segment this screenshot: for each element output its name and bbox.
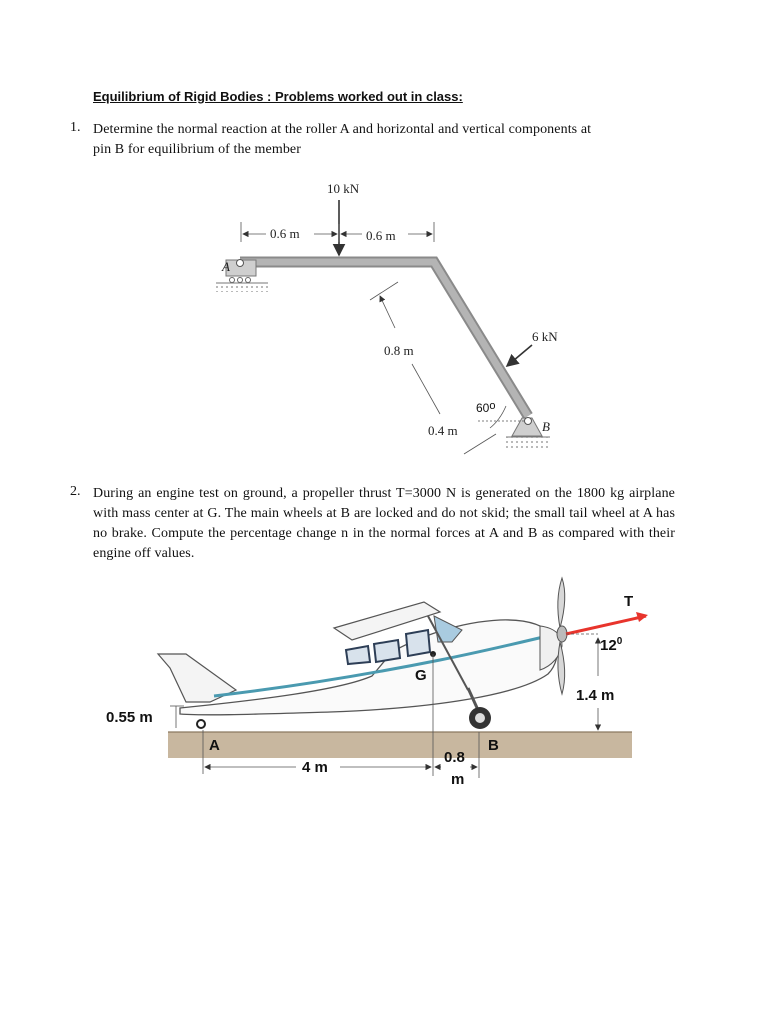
- thrust-angle-label: $12^0$: [600, 636, 623, 654]
- tail-wheel-a: [197, 720, 205, 728]
- dim-bottom-label: 0.4 m: [428, 423, 458, 438]
- problem-1-line-2: pin B for equilibrium of the member: [93, 142, 302, 157]
- label-b-plane: B: [488, 737, 499, 754]
- page-title: Equilibrium of Rigid Bodies : Problems worked out in class:: [93, 89, 463, 104]
- dist-gb-label-1: 0.8: [444, 749, 465, 766]
- load-6kn-label: 6 kN: [532, 329, 558, 344]
- label-g: G: [415, 667, 427, 684]
- dim-left-label: 0.6 m: [270, 226, 300, 241]
- label-a: A: [222, 259, 230, 274]
- dim-right-label: 0.6 m: [366, 228, 396, 243]
- dim-slant-label: 0.8 m: [384, 343, 414, 358]
- problem-1-number: 1.: [70, 120, 81, 135]
- thrust-label: T: [624, 593, 634, 610]
- height-tail-label: 0.55 m: [106, 709, 153, 726]
- figure-2: [106, 578, 648, 788]
- dist-ag-label: 4 m: [302, 759, 328, 776]
- height-thrust-label: 1.4 m: [576, 687, 615, 704]
- label-a-plane: A: [209, 737, 220, 754]
- problem-1-line-1: Determine the normal reaction at the roller A and horizontal and vertical components at: [93, 122, 592, 137]
- angle-60-label: 60o: [476, 400, 496, 415]
- problem-2-text: During an engine test on ground, a propeller thrust T=3000 N is generated on the 1800 kg airplane with mass center at G. The main wheels at B are locked and do not skid; the small tail wheel at A has no brake. Compute the percentage change n in the normal forces at A and B as compared with their engine off values.: [93, 486, 675, 561]
- dist-gb-label-2: m: [451, 771, 465, 788]
- ground: [168, 732, 632, 758]
- propeller: [557, 578, 567, 694]
- load-6kn-arrow: [507, 345, 532, 366]
- thrust-arrow: [566, 616, 646, 634]
- label-b: B: [542, 419, 550, 434]
- load-10kn-label: 10 kN: [327, 181, 360, 196]
- problem-2-number: 2.: [70, 484, 81, 499]
- figure-1: [216, 181, 558, 454]
